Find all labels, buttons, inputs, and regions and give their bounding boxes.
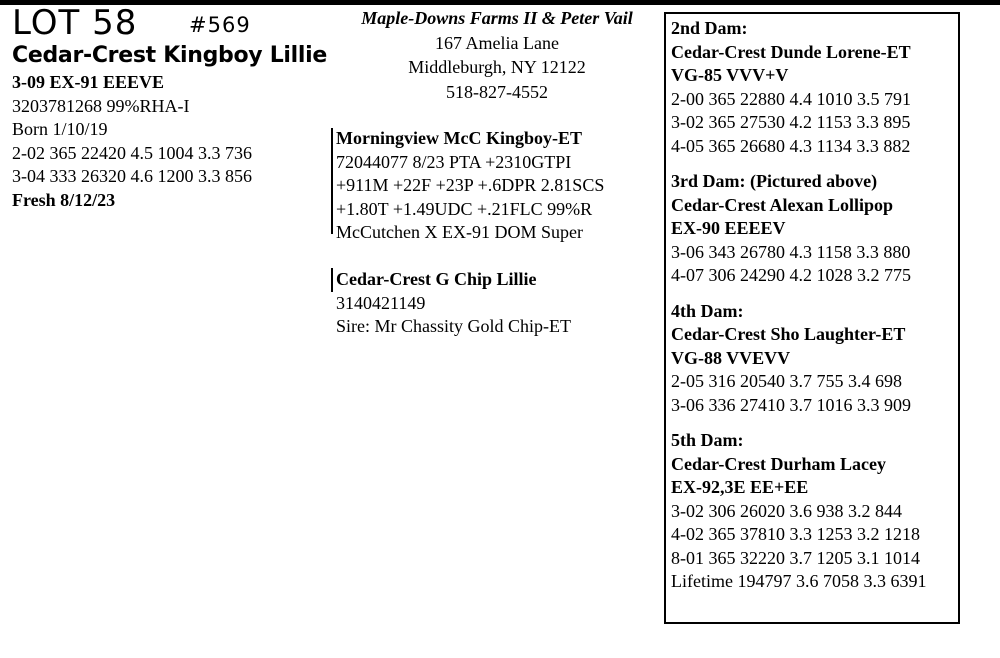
spacer bbox=[671, 417, 958, 429]
dam-bracket bbox=[331, 268, 333, 292]
fourth-dam-score: VG-88 VVEVV bbox=[671, 347, 791, 368]
third-dam-record: 4-07 306 24290 4.2 1028 3.2 775 bbox=[671, 265, 911, 285]
sire-bracket bbox=[331, 128, 333, 234]
third-dam-record: 3-06 343 26780 4.3 1158 3.3 880 bbox=[671, 241, 911, 262]
fifth-dam-record: 8-01 365 32220 3.7 1205 3.1 1014 bbox=[671, 547, 920, 568]
fifth-dam-name: Cedar-Crest Durham Lacey bbox=[671, 453, 886, 474]
lot-number: LOT 58 bbox=[12, 3, 138, 43]
sire-name: Morningview McC Kingboy-ET bbox=[336, 128, 582, 148]
spacer bbox=[671, 158, 958, 170]
consignor-phone: 518-827-4552 bbox=[446, 81, 548, 102]
dam-name: Cedar-Crest G Chip Lillie bbox=[336, 269, 537, 289]
dam-line: 3140421149 bbox=[336, 292, 426, 313]
spacer bbox=[336, 245, 604, 269]
top-rule bbox=[0, 0, 1000, 5]
sire-dam-block bbox=[336, 127, 604, 339]
sire-line: McCutchen X EX-91 DOM Super bbox=[336, 222, 583, 242]
animal-name: Cedar-Crest Kingboy Lillie bbox=[12, 43, 327, 68]
fourth-dam-name: Cedar-Crest Sho Laughter-ET bbox=[671, 324, 906, 344]
second-dam-score: VG-85 VVV+V bbox=[671, 65, 789, 85]
fourth-dam-record: 3-06 336 27410 3.7 1016 3.3 909 bbox=[671, 394, 911, 415]
fifth-dam-score: EX-92,3E EE+EE bbox=[671, 477, 809, 497]
third-dam-score: EX-90 EEEEV bbox=[671, 218, 786, 238]
fourth-dam-heading: 4th Dam: bbox=[671, 300, 744, 321]
animal-details bbox=[12, 71, 252, 212]
fifth-dam-record: 4-02 365 37810 3.3 1253 3.2 1218 bbox=[671, 524, 920, 544]
dam-line: Sire: Mr Chassity Gold Chip-ET bbox=[336, 316, 571, 336]
second-dam-record: 2-00 365 22880 4.4 1010 3.5 791 bbox=[671, 88, 911, 109]
sire-line: +1.80T +1.49UDC +.21FLC 99%R bbox=[336, 198, 593, 219]
consignor-address-line2: Middleburgh, NY 12122 bbox=[408, 57, 586, 77]
sire-line: +911M +22F +23P +.6DPR 2.81SCS bbox=[336, 175, 605, 195]
fifth-dam-lifetime: Lifetime 194797 3.6 7058 3.3 6391 bbox=[671, 571, 927, 591]
animal-registration: 3203781268 99%RHA-I bbox=[12, 95, 190, 116]
third-dam-name: Cedar-Crest Alexan Lollipop bbox=[671, 194, 894, 215]
consignor-block bbox=[348, 6, 646, 104]
second-dam-heading: 2nd Dam: bbox=[671, 18, 748, 38]
animal-classification: 3-09 EX-91 EEEVE bbox=[12, 72, 165, 92]
animal-record: 3-04 333 26320 4.6 1200 3.3 856 bbox=[12, 166, 252, 186]
second-dam-name: Cedar-Crest Dunde Lorene-ET bbox=[671, 41, 911, 62]
second-dam-record: 4-05 365 26680 4.3 1134 3.3 882 bbox=[671, 135, 911, 156]
consignor-name: Maple-Downs Farms II & Peter Vail bbox=[361, 8, 633, 28]
animal-record: 2-02 365 22420 4.5 1004 3.3 736 bbox=[12, 142, 252, 163]
spacer bbox=[671, 288, 958, 300]
pedigree-box bbox=[664, 12, 960, 624]
consignor-address-line1: 167 Amelia Lane bbox=[435, 32, 559, 53]
fifth-dam-heading: 5th Dam: bbox=[671, 430, 744, 450]
second-dam-record: 3-02 365 27530 4.2 1153 3.3 895 bbox=[671, 112, 911, 132]
sire-line: 72044077 8/23 PTA +2310GTPI bbox=[336, 151, 572, 172]
third-dam-heading: 3rd Dam: (Pictured above) bbox=[671, 171, 878, 191]
fifth-dam-record: 3-02 306 26020 3.6 938 3.2 844 bbox=[671, 500, 902, 521]
catalog-number: #569 bbox=[189, 13, 251, 37]
animal-birthdate: Born 1/10/19 bbox=[12, 119, 108, 139]
fourth-dam-record: 2-05 316 20540 3.7 755 3.4 698 bbox=[671, 371, 902, 391]
animal-fresh-date: Fresh 8/12/23 bbox=[12, 189, 116, 210]
